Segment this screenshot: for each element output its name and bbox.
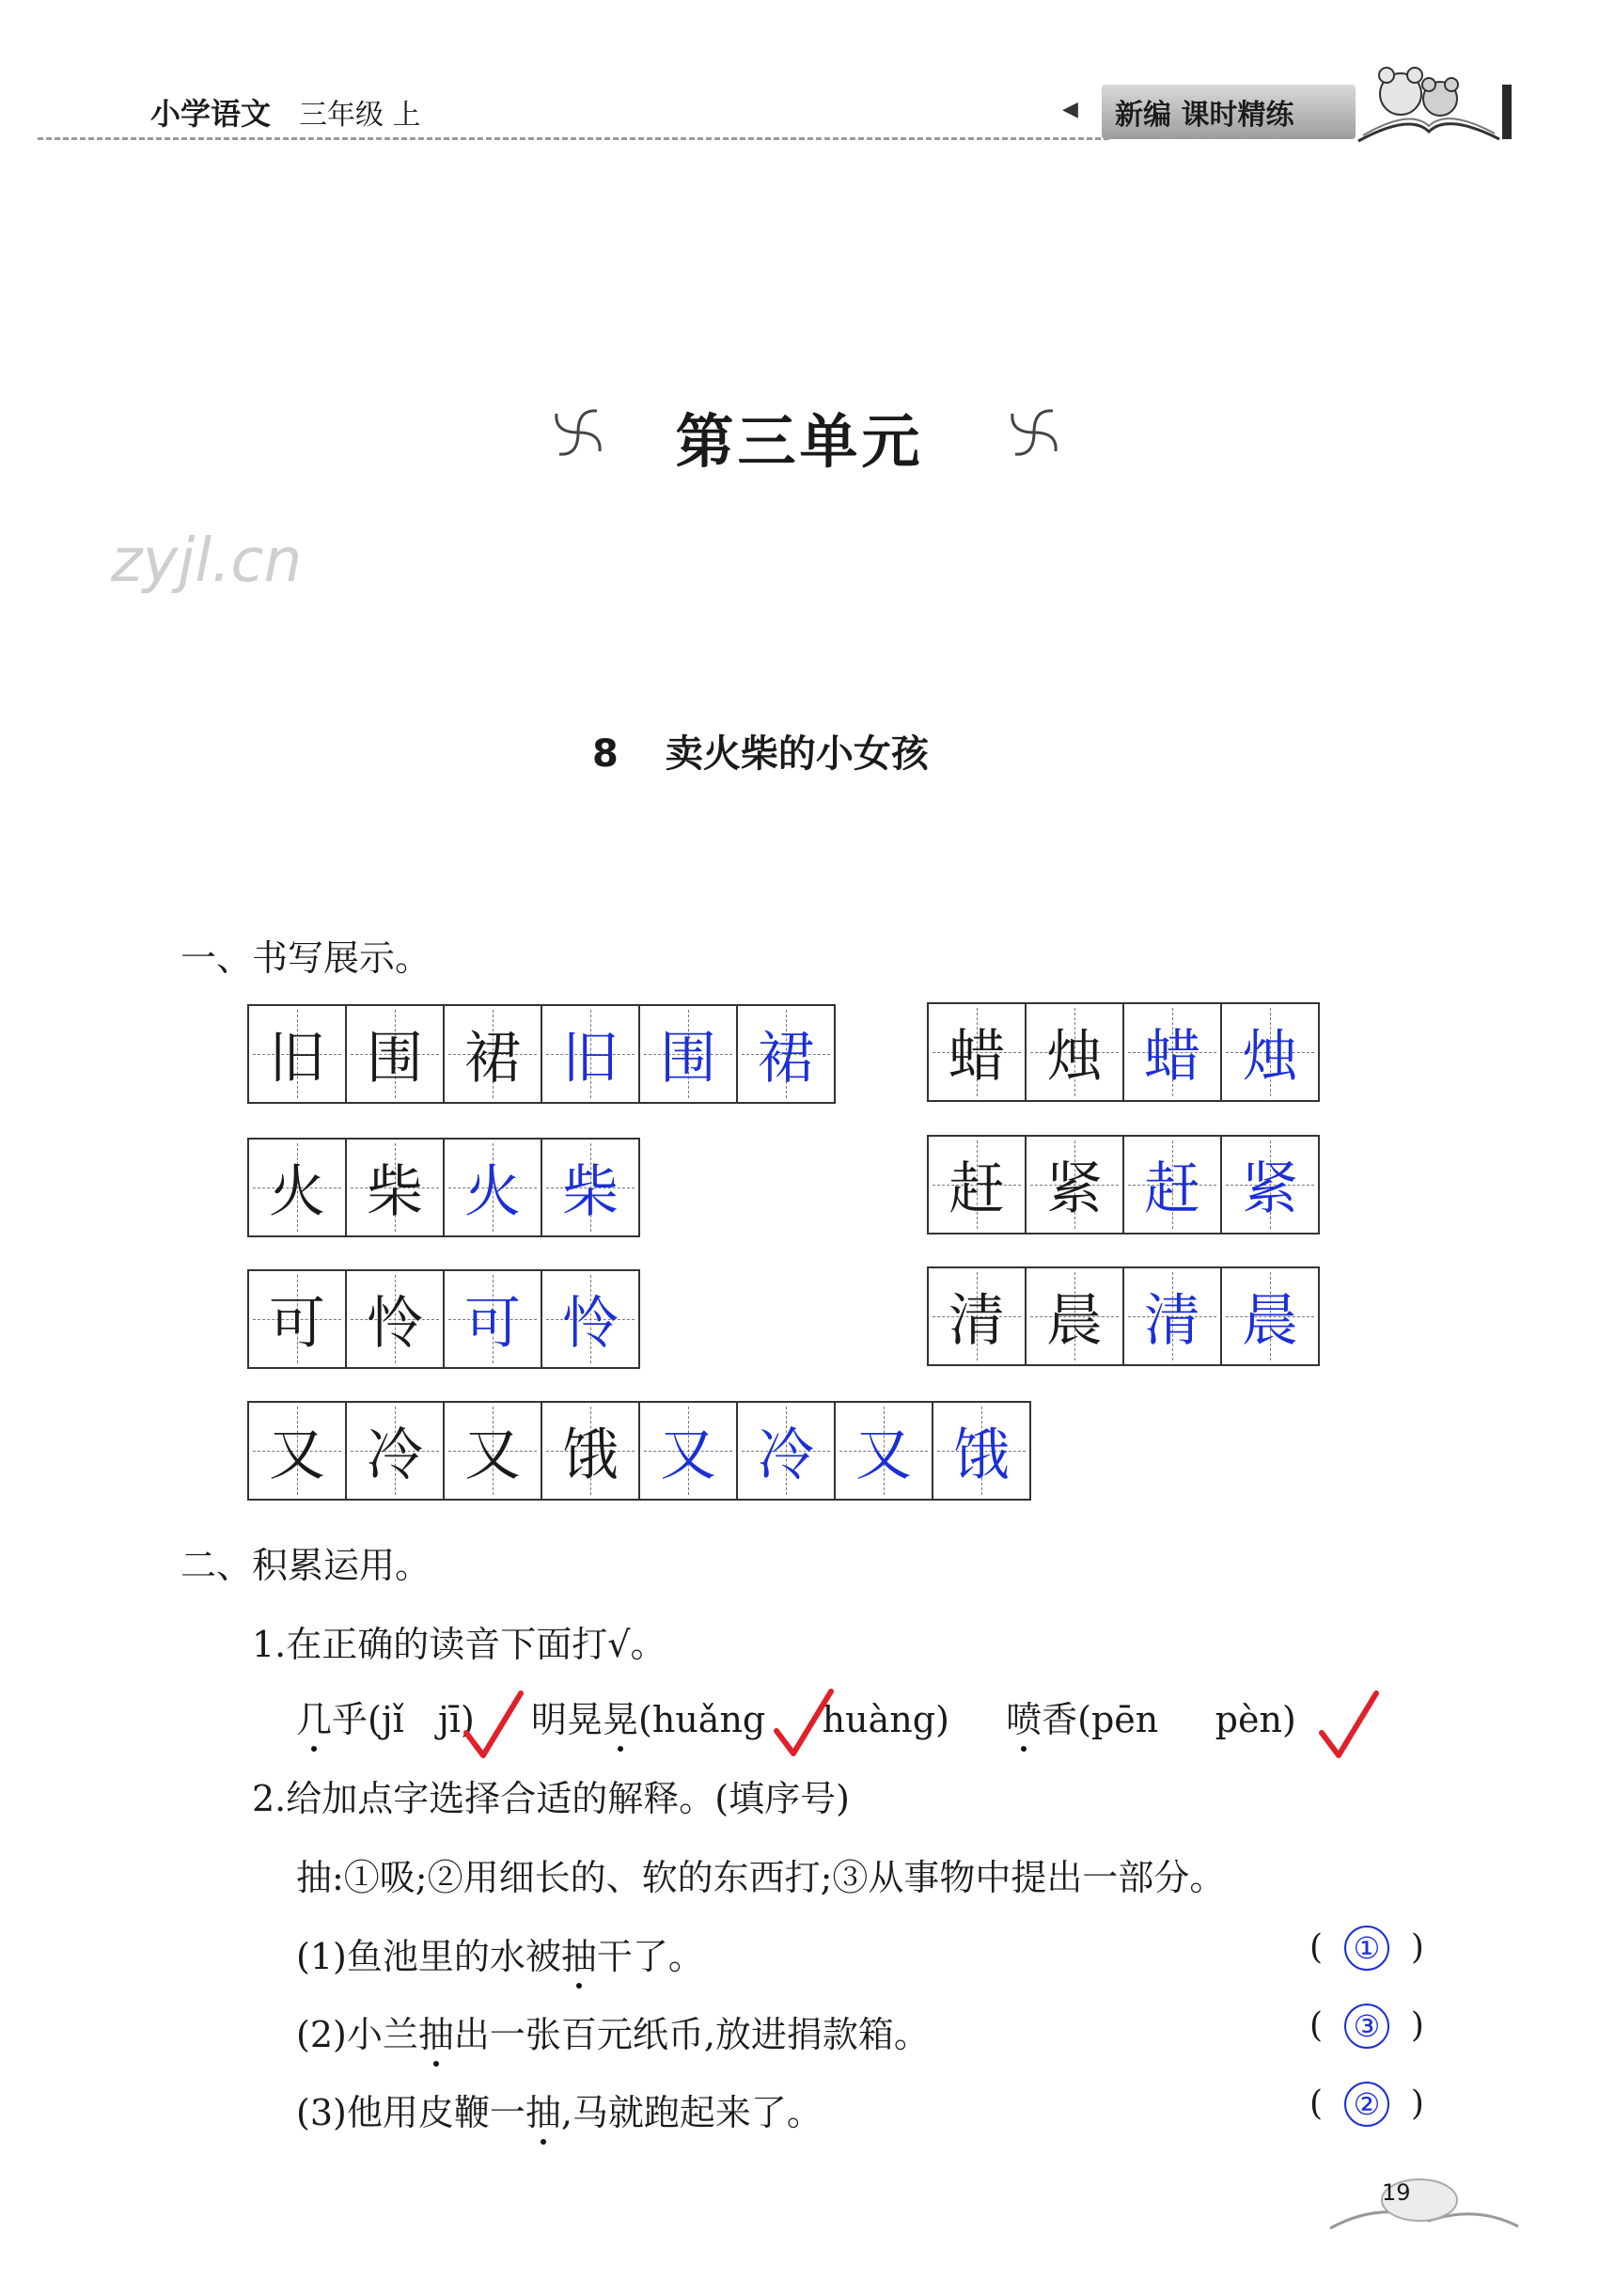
grid-cell-handwritten: 又 xyxy=(836,1403,933,1499)
book-subject: 小学语文 三年级 上 xyxy=(150,96,421,132)
grid-cell: 围 xyxy=(347,1006,445,1102)
grid-cell-handwritten: 又 xyxy=(640,1403,738,1499)
answer-slot: ( ① ) xyxy=(1309,1926,1424,1971)
grid-cell: 饿 xyxy=(542,1403,640,1499)
grid-cell: 烛 xyxy=(1027,1004,1124,1100)
triangle-icon: ◀ xyxy=(1062,98,1078,121)
swirl-icon-right xyxy=(1001,400,1067,465)
page-ornament-icon xyxy=(1325,2162,1523,2238)
header-divider xyxy=(38,137,1109,140)
grid-cell-handwritten: 火 xyxy=(445,1140,542,1235)
lesson-title xyxy=(592,724,929,778)
sentence-row: (1)鱼池里的水被抽干了。 xyxy=(296,1927,704,1979)
grade-label: 三年级 上 xyxy=(299,99,421,132)
grid-cell-handwritten: 烛 xyxy=(1222,1004,1318,1100)
section-2-title: 二、积累运用。 xyxy=(180,1545,431,1586)
check-mark-icon xyxy=(461,1688,526,1763)
grid-cell: 赶 xyxy=(929,1137,1027,1233)
page-number: 19 xyxy=(1382,2179,1411,2206)
grid-cell-handwritten: 饿 xyxy=(933,1403,1029,1499)
bear-book-icon xyxy=(1354,56,1504,150)
writing-grid xyxy=(927,1002,1320,1102)
grid-cell-handwritten: 围 xyxy=(640,1006,738,1102)
writing-grid xyxy=(247,1138,640,1237)
grid-cell-handwritten: 清 xyxy=(1124,1268,1222,1364)
grid-cell-handwritten: 柴 xyxy=(542,1140,638,1235)
grid-cell: 裙 xyxy=(445,1006,542,1102)
writing-grid xyxy=(927,1266,1320,1366)
sentence-row: (3)他用皮鞭一抽,马就跑起来了。 xyxy=(296,2084,823,2135)
header-end-bar xyxy=(1502,85,1512,139)
unit-title: 第三单元 xyxy=(675,407,924,476)
grid-cell: 怜 xyxy=(347,1271,445,1367)
lesson-name: 卖火柴的小女孩 xyxy=(665,732,929,776)
answer-slot: ( ③ ) xyxy=(1309,2004,1424,2049)
grid-cell: 冷 xyxy=(347,1403,445,1499)
grid-cell-handwritten: 冷 xyxy=(738,1403,836,1499)
grid-cell: 可 xyxy=(249,1271,347,1367)
grid-cell: 又 xyxy=(445,1403,542,1499)
watermark: zyjl.cn xyxy=(111,527,303,596)
grid-cell-handwritten: 赶 xyxy=(1124,1137,1222,1233)
check-mark-icon xyxy=(1316,1688,1382,1763)
grid-cell-handwritten: 可 xyxy=(445,1271,542,1367)
grid-cell: 蜡 xyxy=(929,1004,1027,1100)
definitions: 抽:①吸;②用细长的、软的东西打;③从事物中提出一部分。 xyxy=(296,1857,1226,1898)
pinyin-item: 明晃晃(huǎng huàng) xyxy=(531,1699,949,1740)
lesson-number: 8 xyxy=(592,732,619,776)
grid-cell-handwritten: 紧 xyxy=(1222,1137,1318,1233)
grid-cell: 紧 xyxy=(1027,1137,1124,1233)
answer-circle: ① xyxy=(1344,1926,1389,1971)
grid-cell-handwritten: 蜡 xyxy=(1124,1004,1222,1100)
writing-grid xyxy=(247,1269,640,1369)
check-mark-icon xyxy=(771,1686,837,1761)
section-1-title: 一、书写展示。 xyxy=(180,937,431,979)
pinyin-item: 几乎(jǐ jī) xyxy=(296,1699,475,1740)
grid-cell: 晨 xyxy=(1027,1268,1124,1364)
grid-cell-handwritten: 裙 xyxy=(738,1006,834,1102)
grid-cell: 火 xyxy=(249,1140,347,1235)
grid-cell-handwritten: 旧 xyxy=(542,1006,640,1102)
writing-grid xyxy=(247,1401,1031,1501)
grid-cell-handwritten: 晨 xyxy=(1222,1268,1318,1364)
question-1-prompt: 1.在正确的读音下面打√。 xyxy=(252,1624,666,1665)
grid-cell: 柴 xyxy=(347,1140,445,1235)
answer-circle: ③ xyxy=(1344,2004,1389,2049)
writing-grid xyxy=(927,1135,1320,1234)
answer-circle: ② xyxy=(1344,2082,1389,2127)
sentence-row: (2)小兰抽出一张百元纸币,放进捐款箱。 xyxy=(296,2005,930,2057)
answer-slot: ( ② ) xyxy=(1309,2082,1424,2127)
grid-cell: 清 xyxy=(929,1268,1027,1364)
grid-cell-handwritten: 怜 xyxy=(542,1271,638,1367)
grid-cell: 旧 xyxy=(249,1006,347,1102)
writing-grid xyxy=(247,1004,836,1104)
question-2-prompt: 2.给加点字选择合适的解释。(填序号) xyxy=(252,1778,850,1819)
grid-cell: 又 xyxy=(249,1403,347,1499)
pinyin-item: 喷香(pēn pèn) xyxy=(1006,1699,1296,1740)
series-badge: 新编 课时精练 xyxy=(1102,85,1356,139)
